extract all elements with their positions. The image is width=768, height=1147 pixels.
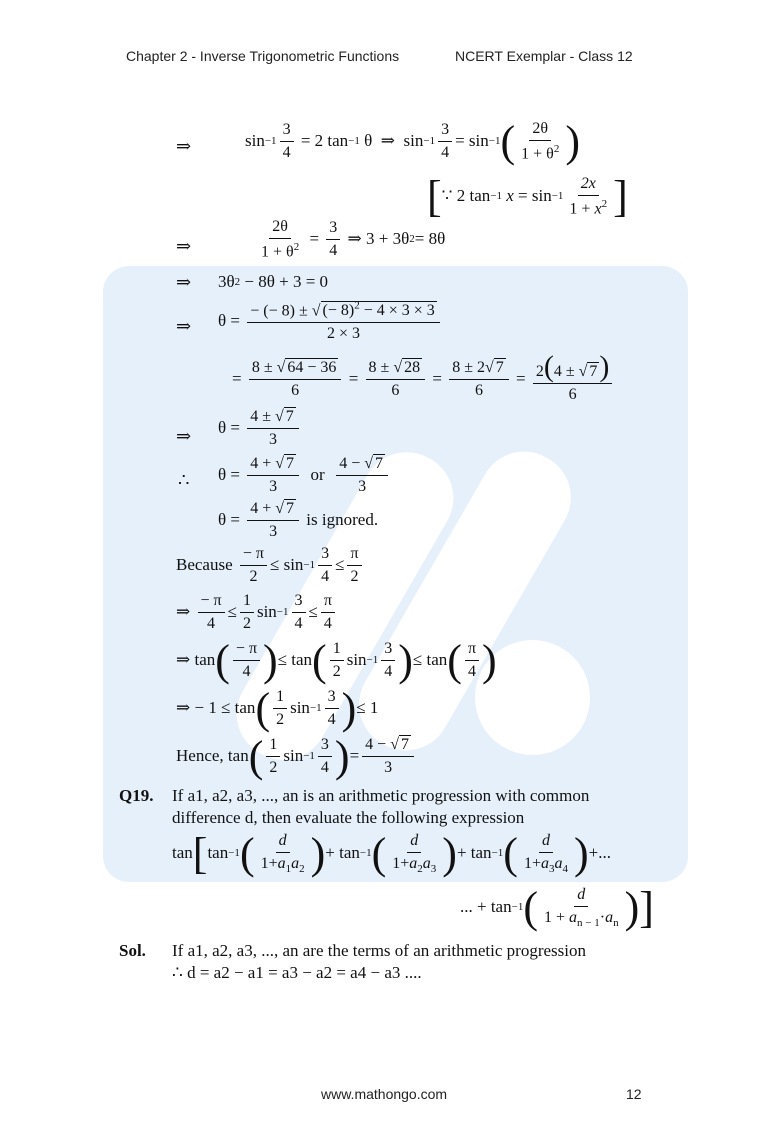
solution-label: Sol. (119, 941, 146, 960)
page-header-left: Chapter 2 - Inverse Trigonometric Functions (126, 48, 400, 64)
step-line-14: Hence, tan ( 1 2 sin −1 3 4 ) = 4 − √ 7 3 (176, 736, 417, 776)
question-text-line-2: difference d, then evaluate the following expression (172, 808, 525, 827)
page-header-right: NCERT Exemplar - Class 12 (455, 48, 633, 64)
question-expression: tan [ tan −1 ( d $1+a_1a_2$ ) + tan −1 ( d $1+a_2a_3$ ) + tan −1 ( d $1+a_3a_4$ ) +... (172, 828, 611, 878)
step-line-10: Because − π 2 ≤ sin −1 3 4 ≤ π 2 (176, 545, 365, 585)
step-line-12: ⇒ tan ( − π 4 ) ≤ tan ( 1 2 sin −1 3 4 ) ≤ tan ( π 4 ) (176, 635, 497, 685)
step-line-13: ⇒ − 1 ≤ tan ( 1 2 sin −1 3 4 ) ≤ 1 (176, 683, 379, 733)
step-line-9: θ = 4 + √ 7 3 is ignored. (218, 500, 379, 540)
page-footer-url[interactable]: www.mathongo.com (321, 1086, 448, 1102)
step-line-11: ⇒ − π 4 ≤ 1 2 sin −1 3 4 ≤ π 4 (176, 592, 338, 632)
solution-text-line-1: If a1, a2, a3, ..., an are the terms of an arithmetic progression (172, 941, 586, 960)
question-label: Q19. (119, 786, 154, 805)
step-line-2: [ ∵ 2 tan −1 x = sin −1 2x $1 + x^2$ ] (427, 171, 628, 221)
question-text-line-1: If a1, a2, a3, ..., an is an arithmetic progression with common (172, 786, 590, 805)
page-number: 12 (626, 1086, 642, 1102)
step-line-6: = 8 ± √ 64 − 36 6 = 8 ± √ 28 6 = 8 ± 2√ 7 6 = 2(4 ± √ 7) 6 (232, 355, 615, 403)
solution-text-line-2: ∴ d = a2 − a1 = a3 − a2 = a4 − a3 .... (172, 963, 422, 982)
question-expression-continued: ... + tan −1 ( d $1 + a_{n - 1}\cdot a_n$ ) ] (460, 882, 654, 932)
